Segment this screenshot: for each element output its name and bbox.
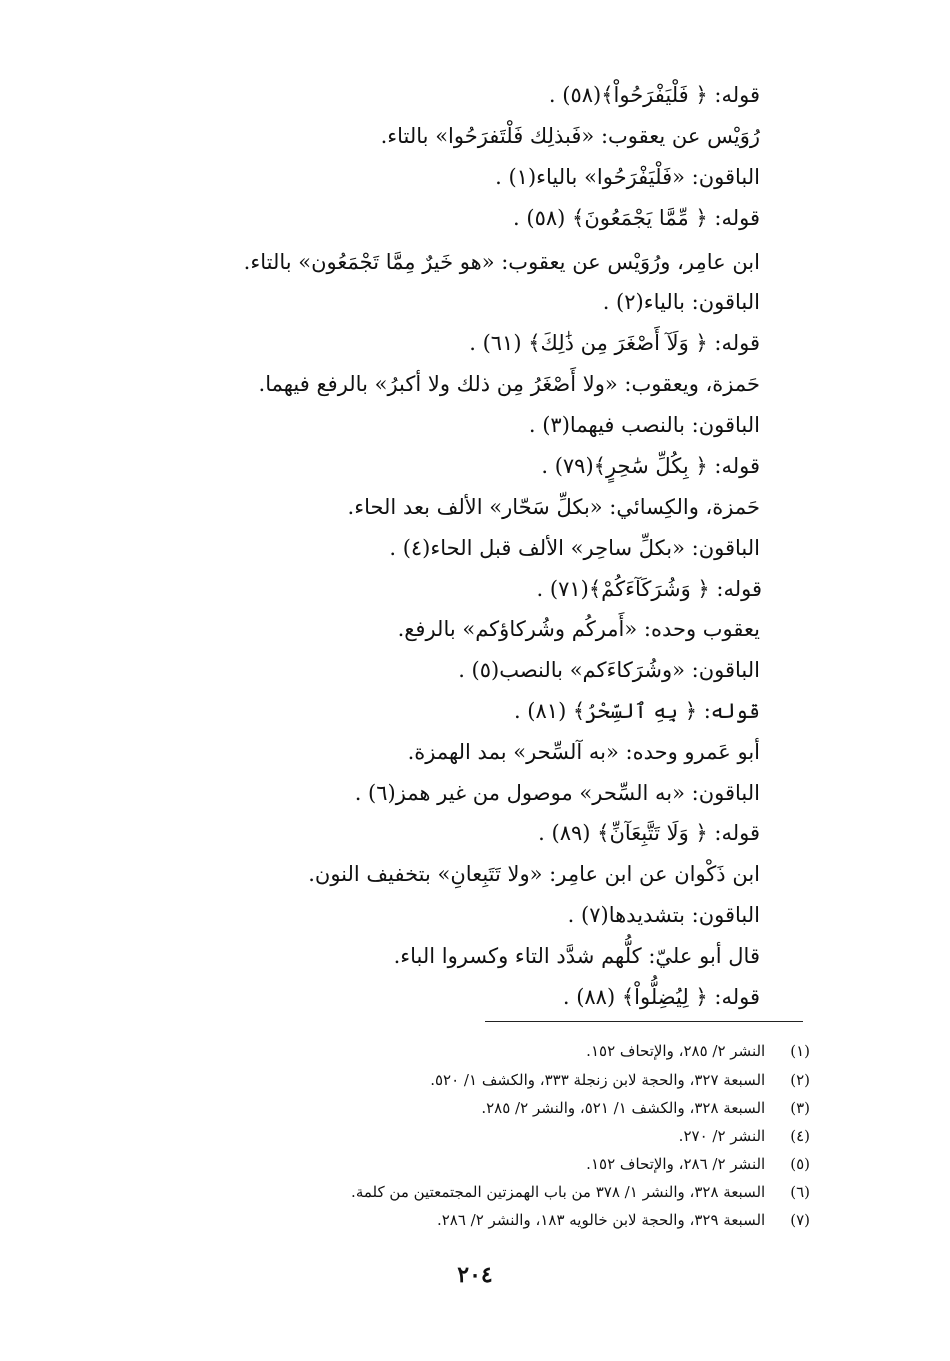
- footnote-text: النشر ٢/ ٢٨٦، والإتحاف ١٥٢.: [586, 1155, 766, 1173]
- body-line: ابن عامِر، ورُوَيْس عن يعقوب: «هو خَيرٌ مِمَّا تَجْمَعُون» بالتاء.: [243, 250, 760, 274]
- footnote-number: (١): [790, 1042, 810, 1060]
- footnote: [437, 1209, 810, 1231]
- body-line: ابن ذَكْوان عن ابن عامِر: «ولا تَتَبِعانِ» بتخفيف النون.: [308, 862, 760, 886]
- footnote: [679, 1125, 810, 1147]
- body-line: يعقوب وحده: «أَمركُم وشُركاؤكم» بالرفع.: [397, 617, 760, 641]
- footnote-number: (٢): [790, 1071, 810, 1089]
- footnote-text: النشر ٢/ ٢٨٥، والإتحاف ١٥٢.: [586, 1042, 766, 1060]
- body-line: حَمزة، والكِسائي: «بكلِّ سَحّار» الألف بعد الحاء.: [347, 495, 760, 519]
- body-line: الباقون: بالنصب فيهما(٣) .: [528, 413, 760, 437]
- footnote-text: السبعة ٣٢٧، والحجة لابن زنجلة ٣٣٣، والكشف ١/ ٥٢٠.: [430, 1071, 766, 1089]
- body-line: رُوَيْس عن يعقوب: «فَبذلِك فَلْتَفرَحُوا» بالتاء.: [380, 124, 760, 148]
- body-line: قوله: ﴿ لِيُضِلُّواْ﴾ (٨٨) .: [562, 985, 760, 1009]
- body-line: قوله: ﴿ فَلْيَفْرَحُواْ﴾(٥٨) .: [548, 83, 760, 107]
- footnote-text: السبعة ٣٢٨، والكشف ١/ ٥٢١، والنشر ٢/ ٢٨٥.: [481, 1099, 766, 1117]
- footnote: [481, 1097, 810, 1119]
- footnote-number: (٦): [790, 1183, 810, 1201]
- body-line: قوله: ﴿ وَلَا تَتَّبِعَآنِّ﴾ (٨٩) .: [538, 821, 760, 845]
- footnote: [351, 1181, 810, 1203]
- footnote: [430, 1069, 810, 1091]
- footnote-text: السبعة ٣٢٨، والنشر ١/ ٣٧٨ من باب الهمزتين المجتمعتين من كلمة.: [351, 1183, 766, 1201]
- body-line: قوله: ﴿ وَلَآ أَصْغَرَ مِن ذَٰلِكَ﴾ (٦١) .: [469, 331, 760, 355]
- body-line: الباقون: «فَلْيَفْرَحُوا» بالياء(١) .: [495, 165, 760, 189]
- footnote-number: (٥): [790, 1155, 810, 1173]
- footnote-number: (٣): [790, 1099, 810, 1117]
- footnote-number: (٧): [790, 1211, 810, 1229]
- body-line: قال أبو عليّ: كلُّهم شدَّد التاء وكسروا الباء.: [393, 944, 760, 968]
- body-line: قوله: ﴿ بِكُلِّ سَٰحِرٍ﴾(٧٩) .: [541, 454, 760, 478]
- footnote-text: النشر ٢/ ٢٧٠.: [678, 1127, 766, 1145]
- footnote-text: السبعة ٣٢٩، والحجة لابن خالويه ١٨٣، والنشر ٢/ ٢٨٦.: [436, 1211, 766, 1229]
- body-line: قوله: ﴿ بِهِ ٱلسِّحْرُ﴾ (٨١) .: [513, 699, 760, 723]
- body-line: الباقون: «وشُرَكاءَكم» بالنصب(٥) .: [458, 658, 760, 682]
- body-line: قوله: ﴿ وَشُرَكَآءَكُمْ﴾(٧١) .: [536, 577, 762, 601]
- body-line: الباقون: «بكلِّ ساحِر» الألف قبل الحاء(٤) .: [389, 536, 760, 560]
- body-line: حَمزة، ويعقوب: «ولا أَصْغَرُ مِن ذلك ولا أكبرُ» بالرفع فيهما.: [258, 372, 760, 396]
- footnote-separator: [485, 1021, 803, 1022]
- body-line: الباقون: بتشديدها(٧) .: [567, 903, 760, 927]
- footnote: [586, 1040, 810, 1062]
- body-line: أبو عَمرو وحده: «به آلسِّحر» بمد الهمزة.: [407, 740, 760, 764]
- footnote: [586, 1153, 810, 1175]
- body-line: الباقون: بالياء(٢) .: [602, 290, 760, 314]
- body-line: قوله: ﴿ مِّمَّا يَجْمَعُونَ﴾ (٥٨) .: [513, 206, 760, 230]
- footnote-number: (٤): [790, 1127, 810, 1145]
- body-line: الباقون: «به السِّحر» موصول من غير همز(٦) .: [354, 781, 760, 805]
- page-number: ٢٠٤: [457, 1262, 493, 1288]
